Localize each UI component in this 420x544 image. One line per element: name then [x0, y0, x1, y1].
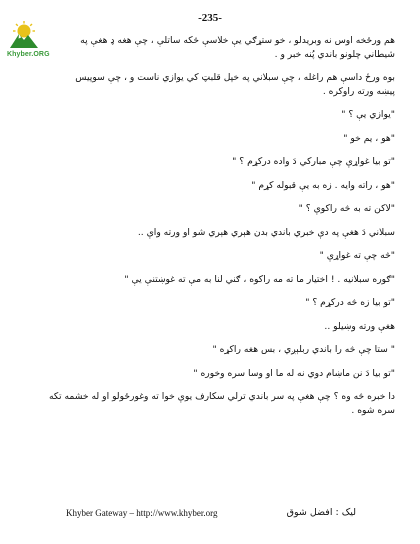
paragraph [45, 226, 395, 240]
site-logo [7, 20, 50, 72]
paragraph [45, 249, 395, 263]
text-line: دا خبره څه وه ؟ چې هغې په سر باندي ترلي سکارف يوې خوا ته وغورځولو او له خشمه تکه [49, 391, 395, 402]
paragraph [45, 202, 395, 216]
text-line: "تو بيا زه څه درکړم ؟ " [305, 297, 395, 308]
text-line: شيطاني چلونو باندي پُنه خبر و . [274, 48, 395, 60]
paragraph [45, 367, 395, 381]
text-line: "يوازي يې ؟ " [341, 109, 395, 120]
text-line: "ګوره سبلانيه . ! اختيار ما ته مه راکوه ، ګني لنا به مې ته غوښتنې يې " [124, 273, 395, 285]
text-line: سبلاني دَ هغې په دې خبري باندي بدن هېري هېري شو او ورته واې .. [137, 226, 395, 238]
paragraph [45, 108, 395, 122]
text-line: "لاکن ته به څه راکوې ؟ " [298, 203, 395, 214]
logo-text: Khyber.ORG [7, 51, 50, 58]
footer-site-link[interactable]: Khyber Gateway – http://www.khyber.org [66, 508, 218, 518]
mountain-sun-logo-icon [9, 20, 39, 50]
text-line: "هو ، يم خو " [343, 132, 395, 144]
text-line: "څه چې ته غواړې " [319, 250, 395, 261]
text-line: " ستا چې څه را باندي ربلېږي ، بس هغه راکړه " [212, 344, 395, 355]
paragraph [45, 155, 395, 169]
text-line: پيښه ورته راوکره . [322, 85, 395, 97]
text-line: "تو بيا غواړې چې مبارکي دَ واده درکړم ؟ " [232, 156, 395, 167]
text-line: "تو بيا دَ نن ماښام دوي نه له ما او وسا سره وخوره " [193, 367, 395, 379]
page-body [45, 34, 395, 417]
paragraph [45, 320, 395, 334]
paragraph [45, 390, 395, 417]
text-line: سره شوه . [351, 404, 395, 416]
paragraph [45, 132, 395, 146]
paragraph [45, 34, 395, 61]
text-line: هم ورځخه اوس نه وبريدلو ، خو ستړګي يې خلاسې څکه ساتلې ، چې هغه ډ هغې په [80, 35, 395, 46]
page-number: -235- [198, 12, 222, 24]
text-line: هغې ورته وښيلو .. [324, 320, 395, 332]
paragraph [45, 71, 395, 98]
text-line: "هو ، راته وايه . زه به يې قبوله کړم " [251, 179, 395, 191]
paragraph [45, 296, 395, 310]
footer-author: ليک : افضل شوق [286, 507, 356, 518]
paragraph [45, 343, 395, 357]
paragraph [45, 273, 395, 287]
text-line: بوه ورځ داسې هم راغله ، چې سبلاني په خپل قلبټ کي يوازي ناست و ، چې سوپيس [75, 72, 395, 83]
paragraph [45, 179, 395, 193]
